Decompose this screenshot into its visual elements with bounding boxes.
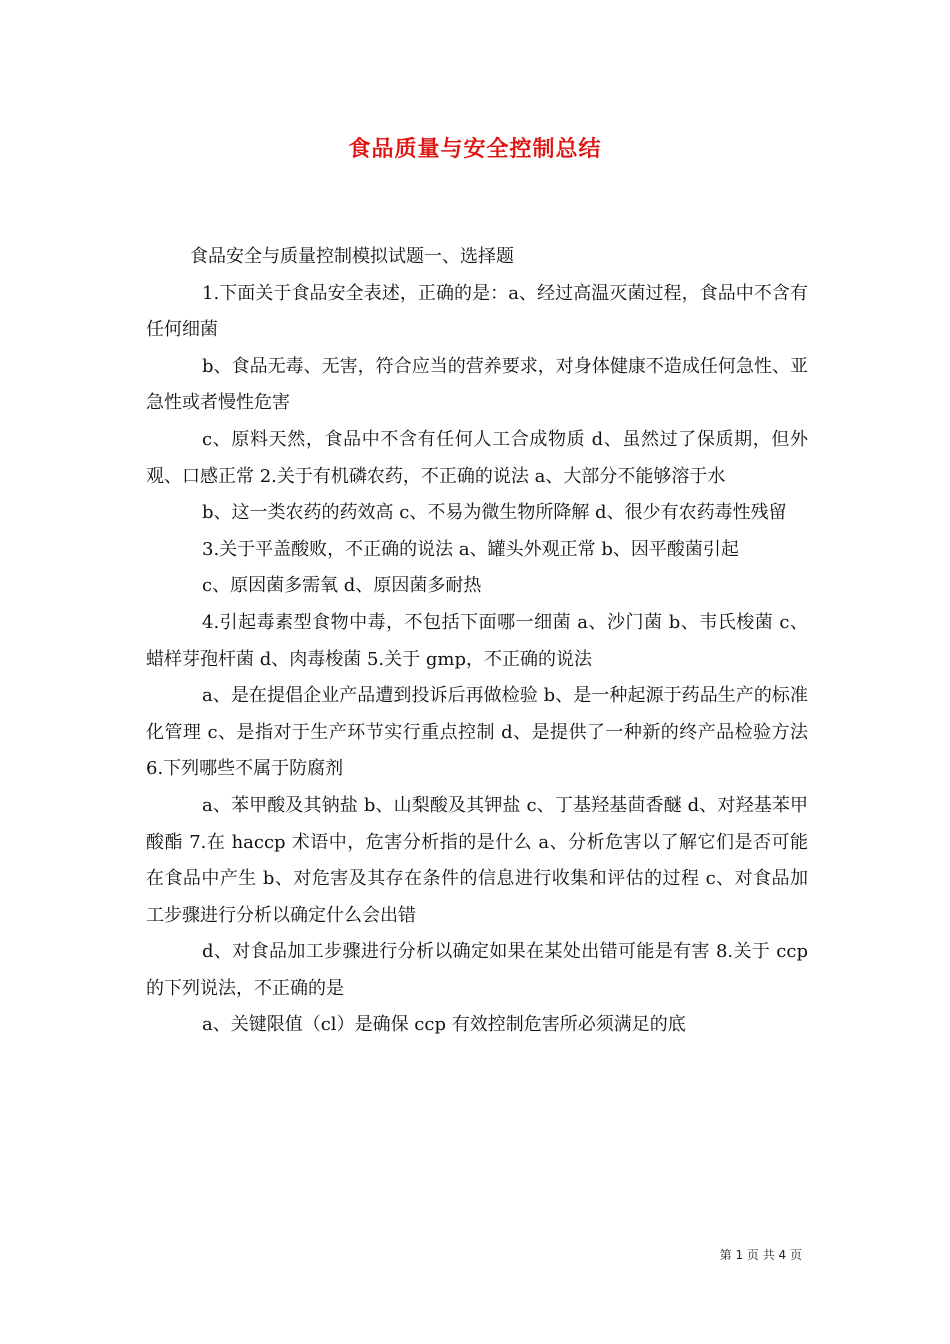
document-body — [146, 239, 808, 1044]
paragraph-option-c: c、原料天然，食品中不含有任何人工合成物质 d、虽然过了保质期，但外观、口感正常 2.关于有机磷农药，不正确的说法 a、大部分不能够溶于水 — [146, 428, 808, 487]
paragraph-question-3: 3.关于平盖酸败，不正确的说法 a、罐头外观正常 b、因平酸菌引起 — [202, 538, 739, 560]
paragraph-question-8-a: a、关键限值（cl）是确保 ccp 有效控制危害所必须满足的底 — [202, 1014, 686, 1036]
paragraph-question-5-options: a、是在提倡企业产品遭到投诉后再做检验 b、是一种起源于药品生产的标准化管理 c、是指对于生产环节实行重点控制 d、是提供了一种新的终产品检验方法 6.下列哪些不属于防腐剂 — [146, 685, 808, 780]
paragraph-question-3-options: c、原因菌多需氧 d、原因菌多耐热 — [202, 575, 482, 597]
paragraph-option-b: b、食品无毒、无害，符合应当的营养要求，对身体健康不造成任何急性、亚急性或者慢性危害 — [146, 355, 808, 414]
paragraph-question-4: 4.引起毒素型食物中毒，不包括下面哪一细菌 a、沙门菌 b、韦氏梭菌 c、蜡样芽孢杆菌 d、肉毒梭菌 5.关于 gmp，不正确的说法 — [146, 611, 808, 670]
document-title: 食品质量与安全控制总结 — [348, 137, 602, 162]
paragraph-question-6-7: a、苯甲酸及其钠盐 b、山梨酸及其钾盐 c、丁基羟基茴香醚 d、对羟基苯甲酸酯 7.在 haccp 术语中，危害分析指的是什么 a、分析危害以了解它们是否可能在食品中产生 b、对危害及其存在条件的信息进行收集和评估的过程 c、对食品加工步骤进行分析以确定什么会出错 — [146, 794, 808, 926]
page-number-footer: 第 1 页 共 4 页 — [719, 1248, 802, 1262]
paragraph-section-heading: 食品安全与质量控制模拟试题一、选择题 — [190, 246, 514, 267]
paragraph-question-7-d: d、对食品加工步骤进行分析以确定如果在某处出错可能是有害 8.关于 ccp 的下列说法，不正确的是 — [146, 941, 808, 999]
paragraph-question-2-options: b、这一类农药的药效高 c、不易为微生物所降解 d、很少有农药毒性残留 — [202, 502, 787, 524]
paragraph-question-1: 1.下面关于食品安全表述，正确的是：a、经过高温灭菌过程，食品中不含有任何细菌 — [146, 282, 808, 341]
